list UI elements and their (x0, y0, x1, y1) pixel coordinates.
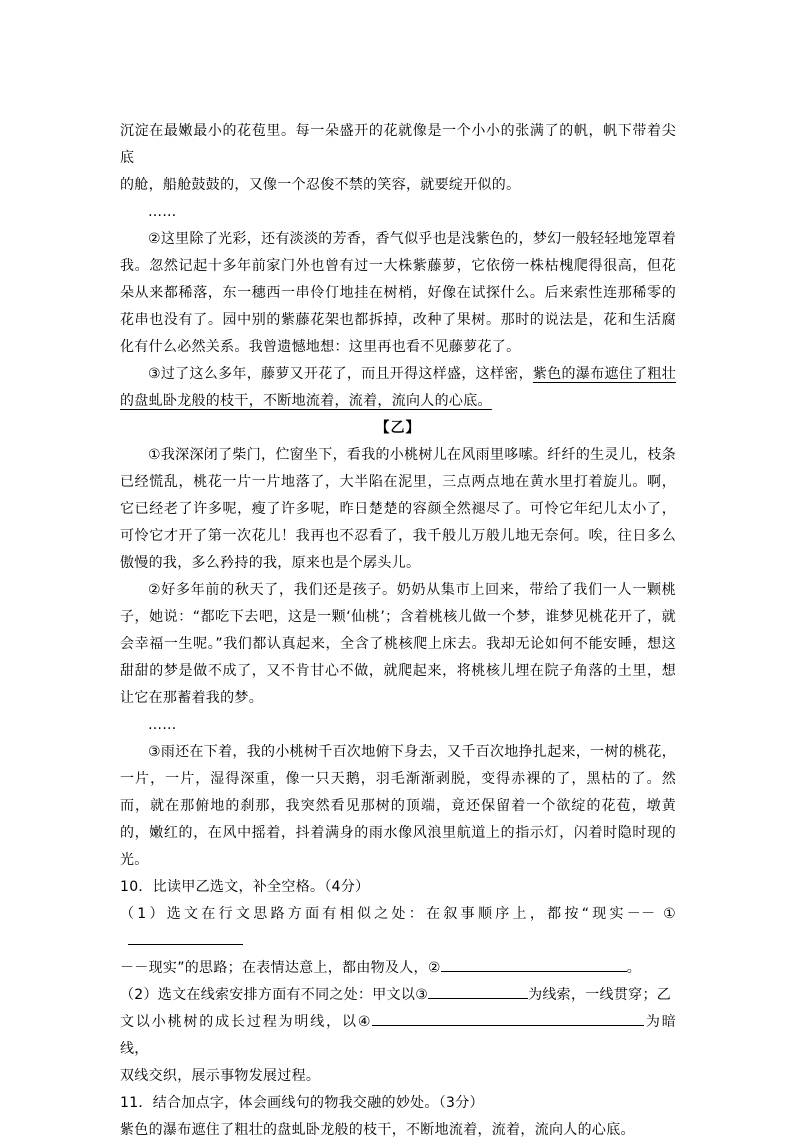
jia-paragraph-3 (120, 361, 676, 415)
q10-1-text-2: －－现实”的思路；在表情达意上，都由物及人，② (120, 960, 441, 976)
q10-1-text: （1）选文在行文思路方面有相似之处：在叙事顺序上，都按“现实－－ ① (120, 906, 676, 922)
jia-paragraph-3-text: ③过了这么多年，藤萝又开花了，而且开得这样盛，这样密， (148, 366, 533, 382)
jia-ellipsis: …… (148, 204, 177, 220)
question-10-2-line-3: 双线交织，展示事物发展过程。 (120, 1068, 321, 1084)
q10-2-text-3: 文以小桃树的成长过程为明线，以④ (120, 1014, 373, 1030)
question-10-title: 10．比读甲乙选文，补全空格。（4分） (120, 879, 370, 895)
q10-2-text-4: 为暗线， (120, 1014, 676, 1057)
jia-paragraph-2: ②这里除了光彩，还有淡淡的芳香，香气似乎也是浅紫色的，梦幻一般轻轻地笼罩着我。忽然记起十多年前家门外也曾有过一大株紫藤萝，它依傍一株枯槐爬得很高，但花朵从来都稀落，东一穗西一串伶仃地挂在树梢，好像在试探什么。后来索性连那稀零的花串也没有了。园中别的紫藤花架也都拆掉，改种了果树。那时的说法是，花和生活腐化有什么必然关系。我曾遗憾地想：这里再也看不见藤萝花了。 (120, 231, 676, 355)
jia-paragraph-1-line-2: 的舱，船舱鼓鼓的，又像一个忍俊不禁的笑容，就要绽开似的。 (120, 177, 521, 193)
question-11-title: 11．结合加点字，体会画线句的物我交融的妙处。（3分） (120, 1095, 484, 1111)
blank-1[interactable] (128, 928, 243, 945)
question-10-1-line-1 (120, 901, 676, 955)
jia-paragraph-1-line-1: 沉淀在最嫩最小的花苞里。每一朵盛开的花就像是一个小小的张满了的帆，帆下带着尖底 (120, 123, 676, 166)
q10-2-text: （2）选文在线索安排方面有不同之处：甲文以③ (120, 987, 429, 1003)
document-body (120, 118, 676, 1144)
yi-paragraph-1: ①我深深闭了柴门，伫窗坐下，看我的小桃树儿在风雨里哆嗦。纤纤的生灵儿，枝条已经慌乱，桃花一片一片地落了，大半陷在泥里，三点两点地在黄水里打着旋儿。啊，它已经老了许多呢，瘦了许多呢，昨日楚楚的容颜全然褪尽了。可怜它年纪儿太小了，可怜它才开了第一次花儿！我再也不忍看了，我千般儿万般儿地无奈何。唉，往日多么傲慢的我，多么矜持的我，原来也是个孱头儿。 (120, 447, 676, 571)
blank-4[interactable] (372, 1009, 644, 1026)
blank-2[interactable] (441, 955, 627, 972)
blank-3[interactable] (428, 982, 528, 999)
question-10-2-line-1 (120, 982, 676, 1009)
passage-yi-title: 【乙】 (375, 420, 421, 436)
yi-paragraph-2: ②好多年前的秋天了，我们还是孩子。奶奶从集市上回来，带给了我们一人一颗桃子，她说：“都吃下去吧，这是一颗‘仙桃’；含着桃核儿做一个梦，谁梦见桃花开了，就会幸福一生呢。”我们都认真起来，全含了桃核爬上床去。我却无论如何不能安睡，想这甜甜的梦是做不成了，又不肯甘心不做，就爬起来，将桃核儿埋在院子角落的土里，想让它在那蓄着我的梦。 (120, 582, 676, 706)
q10-1-end: 。 (626, 960, 642, 976)
question-11-sentence: 紫色的瀑布遮住了粗壮的盘虬卧龙般的枝干，不断地流着，流着，流向人的心底。 (120, 1122, 635, 1138)
underlined-sentence: 紫色的瀑布遮住了粗壮的盘虬卧龙般的枝干，不断地流着，流着，流向人的心底。 (120, 366, 677, 409)
question-10-2-line-2 (120, 1009, 676, 1063)
yi-paragraph-3: ③雨还在下着，我的小桃树千百次地俯下身去，又千百次地挣扎起来，一树的桃花，一片，一片，湿得深重，像一只天鹅，羽毛渐渐剥脱，变得赤裸的了，黑枯的了。然而，就在那俯地的刹那，我突然看见那树的顶端，竟还保留着一个欲绽的花苞，墩黄的，嫩红的，在风中摇着，抖着满身的雨水像风浪里航道上的指示灯，闪着时隐时现的光。 (120, 744, 676, 868)
yi-ellipsis: …… (148, 717, 177, 733)
question-10-1-line-2 (120, 955, 676, 982)
q10-2-text-2: 为线索，一线贯穿；乙 (528, 987, 672, 1003)
